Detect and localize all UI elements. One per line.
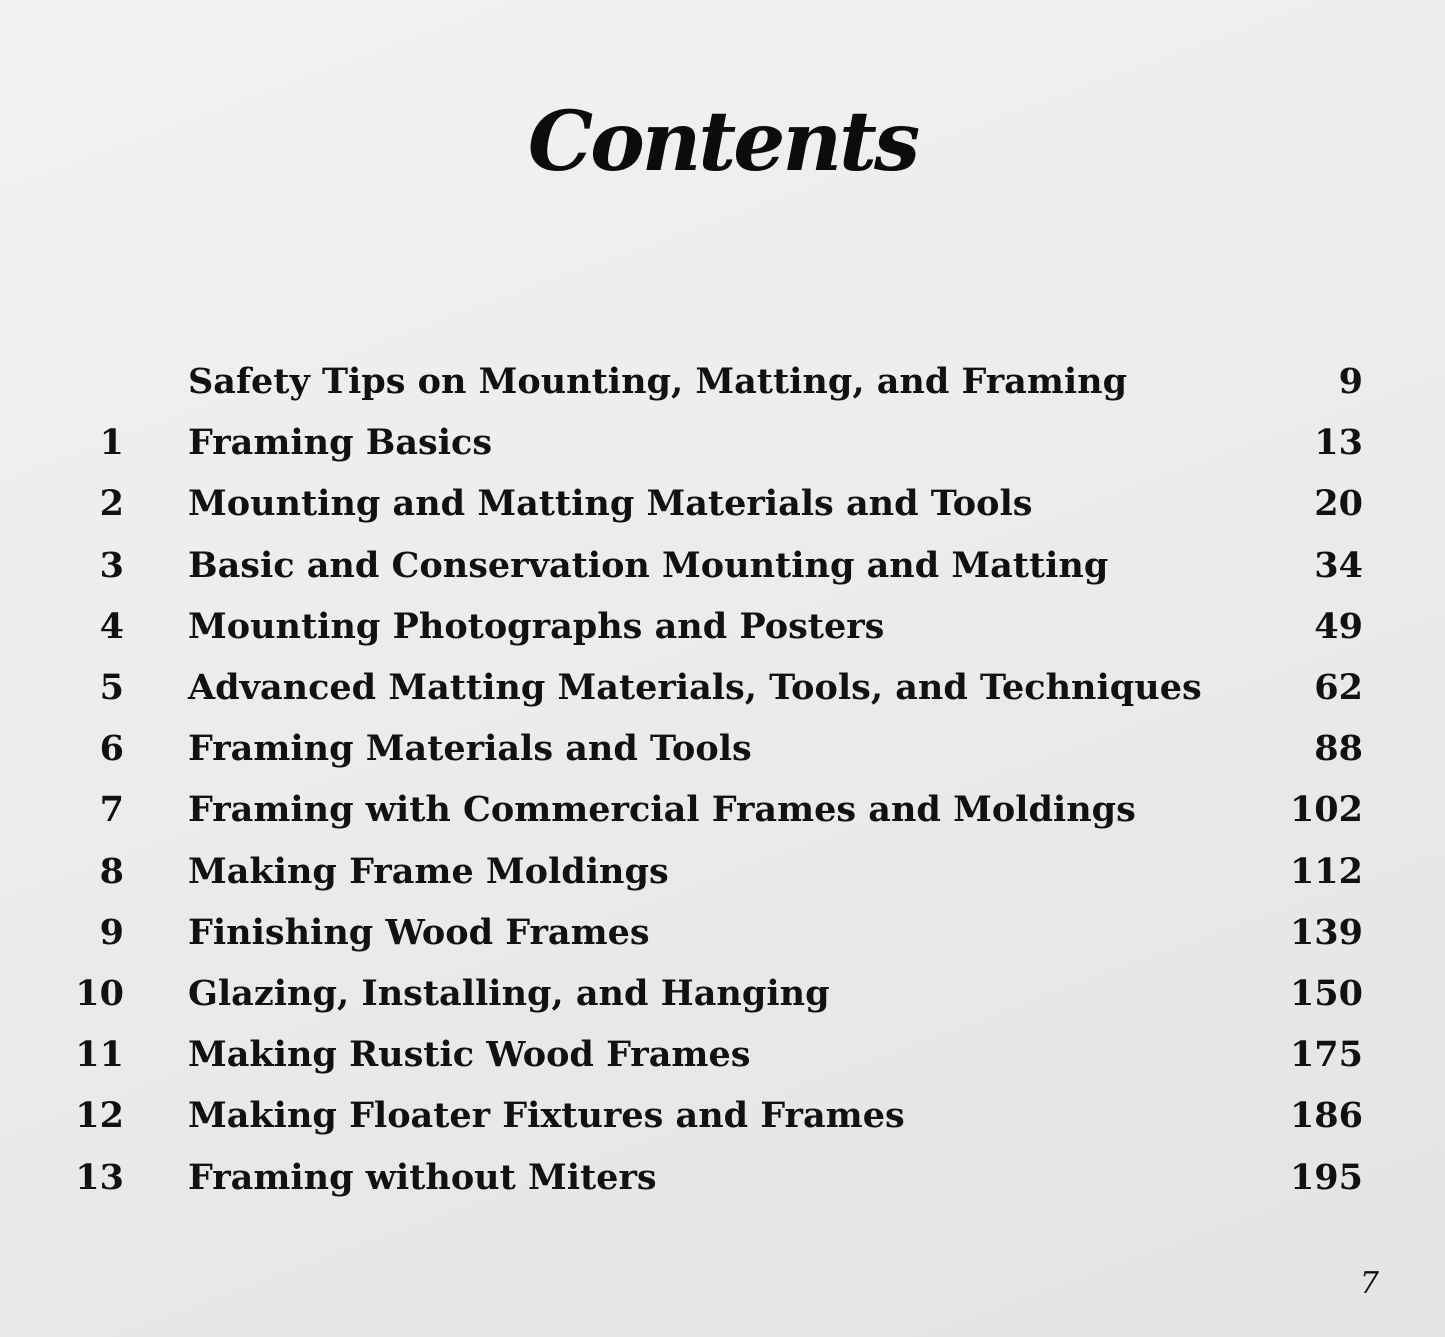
chapter-title: Mounting Photographs and Posters [188,605,885,647]
chapter-number: 1 [99,422,124,464]
chapter-page: 186 [1289,1095,1363,1137]
chapter-number: 8 [99,850,124,892]
chapter-page: 62 [1314,667,1363,708]
chapter-title: Framing Materials and Tools [188,728,752,770]
chapter-page: 34 [1314,544,1363,586]
toc-entry [0,970,1445,1018]
chapter-number: 3 [99,544,124,586]
toc-entry [0,848,1445,896]
chapter-number: 5 [99,667,124,708]
chapter-title: Finishing Wood Frames [188,911,650,953]
toc-entry [0,664,1445,712]
chapter-title: Glazing, Installing, and Hanging [188,973,830,1014]
chapter-page: 49 [1314,605,1363,647]
chapter-title: Making Floater Fixtures and Frames [188,1095,905,1137]
chapter-number: 10 [75,973,124,1014]
chapter-title: Framing Basics [188,422,493,464]
chapter-title: Making Rustic Wood Frames [188,1034,751,1076]
chapter-page: 88 [1314,728,1363,770]
chapter-number: 4 [99,605,124,647]
chapter-number: 7 [99,789,124,831]
chapter-page: 20 [1314,483,1363,525]
chapter-page: 195 [1289,1156,1363,1198]
chapter-title: Mounting and Matting Materials and Tools [188,483,1033,525]
chapter-number: 9 [99,911,124,953]
chapter-title: Making Frame Moldings [188,850,669,892]
chapter-title: Advanced Matting Materials, Tools, and Techniques [188,667,1202,708]
chapter-page: 150 [1289,973,1363,1014]
toc-entry [0,480,1445,528]
chapter-title: Framing with Commercial Frames and Moldings [188,789,1136,831]
chapter-number: 11 [75,1034,124,1076]
chapter-number: 2 [99,483,124,525]
toc-entry [0,909,1445,957]
chapter-page: 9 [1338,361,1363,402]
toc-entry [0,1031,1445,1079]
toc-entry [0,419,1445,467]
page-title: Contents [527,94,918,190]
toc-entry [0,725,1445,773]
toc-entry [0,358,1445,406]
chapter-title: Basic and Conservation Mounting and Matting [188,544,1109,586]
toc-entry [0,542,1445,590]
page-number: 7 [1359,1266,1379,1301]
chapter-page: 102 [1289,789,1363,831]
chapter-page: 13 [1314,422,1363,464]
chapter-number: 6 [99,728,124,770]
chapter-title: Safety Tips on Mounting, Matting, and Framing [188,361,1128,402]
chapter-page: 112 [1289,850,1363,892]
chapter-page: 139 [1289,911,1363,953]
chapter-number: 12 [75,1095,124,1137]
toc-entry [0,603,1445,651]
toc-entry [0,786,1445,834]
chapter-number: 13 [75,1156,124,1198]
toc-entry [0,1092,1445,1140]
chapter-title: Framing without Miters [188,1156,657,1198]
chapter-page: 175 [1289,1034,1363,1076]
toc-entry [0,1154,1445,1202]
